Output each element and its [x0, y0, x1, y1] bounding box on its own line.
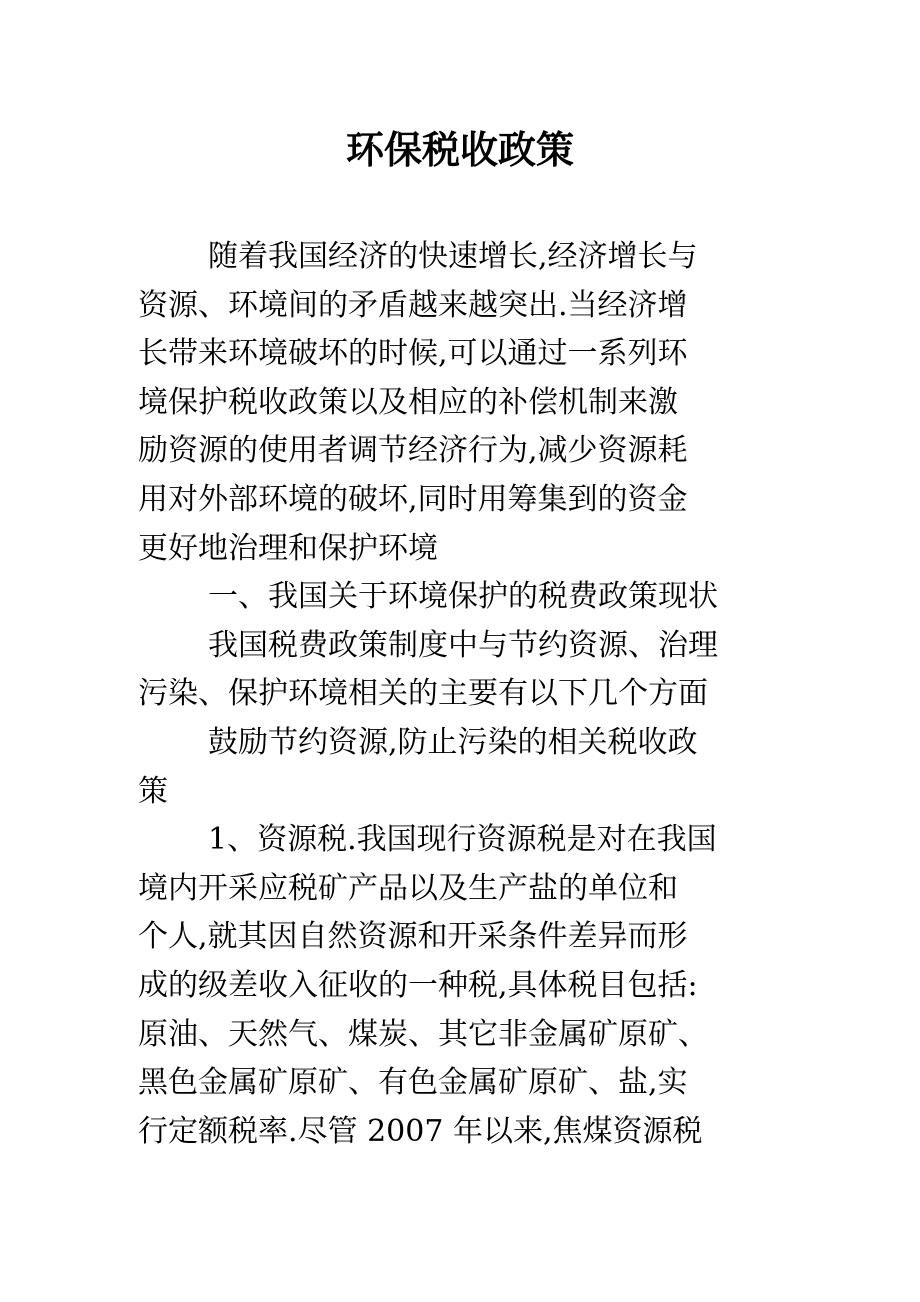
paragraph-line: 1、资源税.我国现行资源税是对在我国 — [208, 822, 717, 858]
section-heading: 一、我国关于环境保护的税费政策现状 — [208, 579, 718, 615]
paragraph-line: 更好地治理和保护环境 — [138, 530, 438, 566]
paragraph-line: 污染、保护环境相关的主要有以下几个方面 — [138, 676, 708, 712]
document-title: 环保税收政策 — [345, 128, 574, 172]
paragraph-line: 黑色金属矿原矿、有色金属矿原矿、盐,实 — [138, 1065, 688, 1101]
paragraph-line: 境内开采应税矿产品以及生产盐的单位和 — [138, 870, 678, 906]
paragraph-line: 个人,就其因自然资源和开采条件差异而形 — [138, 919, 688, 955]
paragraph-line: 原油、天然气、煤炭、其它非金属矿原矿、 — [138, 1016, 708, 1052]
paragraph-line: 随着我国经济的快速增长,经济增长与 — [208, 239, 698, 274]
paragraph-line: 用对外部环境的破坏,同时用筹集到的资金 — [138, 481, 688, 517]
paragraph-line: 行定额税率.尽管 2007 年以来,焦煤资源税 — [138, 1113, 703, 1149]
paragraph-line: 长带来环境破坏的时候,可以通过一系列环 — [138, 336, 688, 372]
paragraph-line: 成的级差收入征收的一种税,具体税目包括: — [138, 967, 698, 1003]
paragraph-line: 境保护税收政策以及相应的补偿机制来激 — [138, 384, 678, 420]
paragraph-line: 策 — [138, 773, 168, 809]
document-body — [138, 233, 818, 1156]
paragraph-line: 鼓励节约资源,防止污染的相关税收政 — [208, 724, 698, 760]
paragraph-line: 励资源的使用者调节经济行为,减少资源耗 — [138, 433, 688, 469]
paragraph-line: 资源、环境间的矛盾越来越突出.当经济增 — [138, 287, 688, 323]
paragraph-line: 我国税费政策制度中与节约资源、治理 — [208, 627, 718, 663]
